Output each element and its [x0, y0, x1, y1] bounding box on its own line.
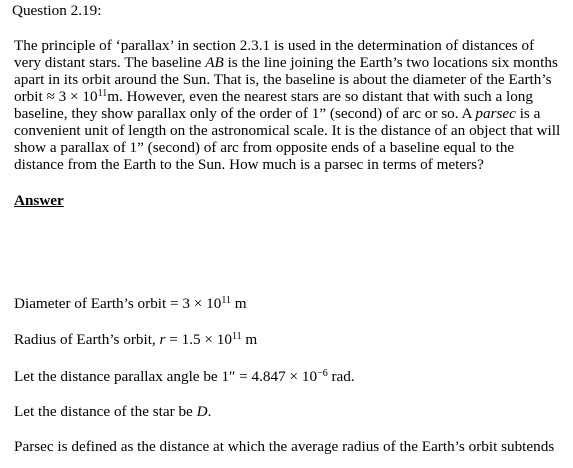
question-line-6: convenient unit of length on the astronomical scale. It is the distance of an object that will	[14, 122, 561, 139]
question-line-7: show a parallax of 1” (second) of arc from opposite ends of a baseline equal to the	[14, 139, 515, 156]
parsec-term: parsec	[475, 105, 516, 122]
star-distance-line	[14, 403, 211, 420]
parallax-angle-line	[14, 368, 355, 385]
radius-variable: r	[159, 331, 166, 348]
parsec-definition-line: Parsec is defined as the distance at which the average radius of the Earth’s orbit subtends	[14, 438, 555, 455]
baseline-ab: AB	[205, 54, 224, 71]
radius-unit: m	[241, 331, 258, 348]
radius-value: = 1.5 × 10	[165, 331, 232, 348]
diameter-unit: m	[231, 295, 247, 312]
angle-unit: rad.	[327, 368, 355, 385]
exponent: 11	[97, 88, 108, 99]
exponent: −6	[317, 368, 328, 379]
question-line-2-b: is the line joining the Earth’s two locations six months	[223, 54, 558, 71]
question-line-5-a: baseline, they show parallax only of the order of 1” (second) of arc or so. A	[14, 105, 476, 122]
question-line-2-a: very distant stars. The baseline	[14, 54, 206, 71]
star-period: .	[207, 403, 212, 420]
distance-variable: D	[196, 403, 208, 420]
question-line-4-a: orbit ≈ 3 × 10	[14, 88, 98, 105]
radius-line	[14, 331, 257, 348]
question-line-8: distance from the Earth to the Sun. How much is a parsec in terms of meters?	[14, 156, 484, 173]
radius-text: Radius of Earth’s orbit,	[14, 331, 160, 348]
question-line-4-b: m. However, even the nearest stars are so distant that with such a long	[107, 88, 533, 105]
question-title: Question 2.19:	[12, 2, 102, 19]
question-line-2	[14, 54, 558, 71]
question-line-1: The principle of ‘parallax’ in section 2.3.1 is used in the determination of distances of	[14, 37, 535, 54]
question-line-5	[14, 105, 540, 122]
star-text: Let the distance of the star be	[14, 403, 197, 420]
question-line-5-b: is a	[515, 105, 541, 122]
question-line-4	[14, 88, 533, 105]
answer-heading: Answer	[14, 192, 64, 209]
angle-text: Let the distance parallax angle be 1″ = 4.847 × 10	[14, 368, 318, 385]
exponent: 11	[231, 331, 242, 342]
question-line-3: apart in its orbit around the Sun. That is, the baseline is about the diameter of the Earth’s	[14, 71, 552, 88]
diameter-text: Diameter of Earth’s orbit = 3 × 10	[14, 295, 222, 312]
exponent: 11	[221, 295, 231, 306]
diameter-line	[14, 295, 247, 312]
